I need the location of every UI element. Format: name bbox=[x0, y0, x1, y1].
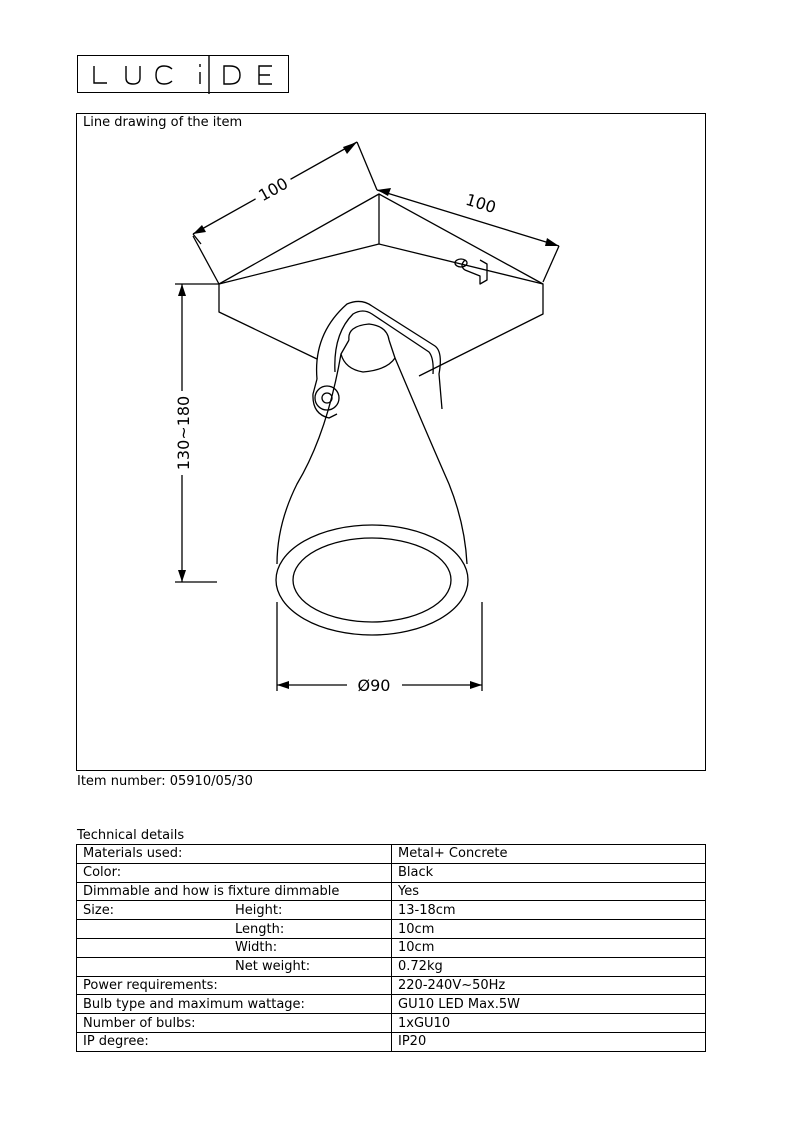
dim-width-left: 100 bbox=[255, 173, 292, 206]
spec-label bbox=[77, 938, 230, 957]
spec-label: IP degree: bbox=[77, 1032, 392, 1051]
spec-row bbox=[77, 938, 706, 957]
spec-value: 1xGU10 bbox=[392, 1014, 706, 1033]
spec-value: 220-240V~50Hz bbox=[392, 976, 706, 995]
spec-label: Number of bulbs: bbox=[77, 1014, 392, 1033]
spec-label: Color: bbox=[77, 863, 392, 882]
spec-value: Yes bbox=[392, 882, 706, 901]
spec-label bbox=[77, 957, 230, 976]
spec-row bbox=[77, 920, 706, 939]
spec-row bbox=[77, 1032, 706, 1051]
spec-value: Black bbox=[392, 863, 706, 882]
line-drawing-panel bbox=[76, 113, 706, 771]
spec-row bbox=[77, 845, 706, 864]
spec-row bbox=[77, 882, 706, 901]
spec-value: 10cm bbox=[392, 920, 706, 939]
spec-sublabel: Net weight: bbox=[229, 957, 392, 976]
spec-value: 10cm bbox=[392, 938, 706, 957]
item-number: Item number: 05910/05/30 bbox=[77, 774, 253, 789]
spec-row bbox=[77, 976, 706, 995]
spec-row bbox=[77, 901, 706, 920]
technical-details-title: Technical details bbox=[77, 828, 185, 843]
drawing-caption: Line drawing of the item bbox=[83, 115, 243, 130]
brand-logo bbox=[77, 55, 289, 93]
technical-details-table bbox=[76, 844, 706, 1052]
spec-label: Power requirements: bbox=[77, 976, 392, 995]
spec-label: Dimmable and how is fixture dimmable bbox=[77, 882, 392, 901]
spec-sublabel: Length: bbox=[229, 920, 392, 939]
spec-row bbox=[77, 957, 706, 976]
brand-logo-lettering bbox=[78, 56, 290, 94]
dim-width-right: 100 bbox=[463, 189, 499, 218]
spec-label: Bulb type and maximum wattage: bbox=[77, 995, 392, 1014]
spec-value: Metal+ Concrete bbox=[392, 845, 706, 864]
spec-row bbox=[77, 995, 706, 1014]
spec-value: 0.72kg bbox=[392, 957, 706, 976]
spec-label: Size: bbox=[77, 901, 230, 920]
fixture-line-drawing bbox=[77, 114, 707, 772]
spec-value: IP20 bbox=[392, 1032, 706, 1051]
spec-sublabel: Height: bbox=[229, 901, 392, 920]
spec-label bbox=[77, 920, 230, 939]
spec-label: Materials used: bbox=[77, 845, 392, 864]
dim-height: 130~180 bbox=[174, 395, 193, 471]
spec-row bbox=[77, 863, 706, 882]
spec-sublabel: Width: bbox=[229, 938, 392, 957]
dim-diameter: Ø90 bbox=[357, 676, 391, 695]
spec-value: GU10 LED Max.5W bbox=[392, 995, 706, 1014]
spec-value: 13-18cm bbox=[392, 901, 706, 920]
spec-row bbox=[77, 1014, 706, 1033]
